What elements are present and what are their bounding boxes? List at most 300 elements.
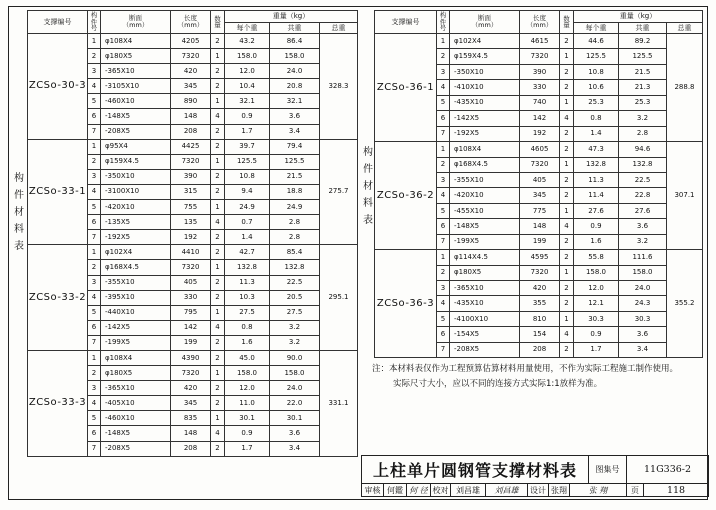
length-cell: 148 <box>171 426 211 441</box>
subtotal-weight-cell: 20.5 <box>270 290 320 305</box>
section-cell: -350X10 <box>450 64 520 79</box>
piece-no-cell: 7 <box>437 342 450 357</box>
table-row <box>375 142 703 157</box>
subtotal-weight-cell: 3.2 <box>619 111 667 126</box>
note-line-2: 实际尺寸大小，应以不同的连接方式实际1:1放样为准。 <box>393 379 603 389</box>
side-label-middle <box>361 144 375 229</box>
header-each: 每个重 <box>225 23 270 34</box>
section-cell: -350X10 <box>101 169 171 184</box>
each-weight-cell: 1.7 <box>225 124 270 139</box>
qty-cell: 1 <box>560 49 574 64</box>
qty-cell: 4 <box>560 111 574 126</box>
piece-no-cell: 2 <box>437 265 450 280</box>
section-cell: -455X10 <box>450 203 520 218</box>
piece-no-cell: 6 <box>88 215 101 230</box>
qty-cell: 2 <box>211 441 225 456</box>
each-weight-cell: 158.0 <box>574 265 619 280</box>
length-cell: 4615 <box>520 34 560 49</box>
subtotal-weight-cell: 2.8 <box>270 215 320 230</box>
piece-no-cell: 2 <box>88 49 101 64</box>
piece-no-cell: 2 <box>88 366 101 381</box>
header-total: 总重 <box>667 23 703 34</box>
subtotal-weight-cell: 3.2 <box>619 234 667 249</box>
section-cell: -420X10 <box>450 188 520 203</box>
header-length-label: 长度 <box>533 14 546 23</box>
subtotal-weight-cell: 3.6 <box>619 219 667 234</box>
length-cell: 148 <box>520 219 560 234</box>
subtotal-weight-cell: 3.6 <box>270 426 320 441</box>
piece-no-cell: 4 <box>88 79 101 94</box>
section-cell: -154X5 <box>450 327 520 342</box>
section-cell: -148X5 <box>101 109 171 124</box>
subtotal-weight-cell: 2.8 <box>619 126 667 141</box>
review-signature: 何 径 <box>407 484 431 497</box>
section-cell: φ114X4.5 <box>450 250 520 265</box>
qty-cell: 1 <box>560 265 574 280</box>
piece-no-cell: 6 <box>88 426 101 441</box>
section-cell: -142X5 <box>450 111 520 126</box>
piece-no-cell: 7 <box>88 124 101 139</box>
header-total: 总重 <box>320 23 358 34</box>
section-cell: -148X5 <box>101 426 171 441</box>
each-weight-cell: 1.4 <box>225 230 270 245</box>
qty-cell: 2 <box>211 34 225 49</box>
piece-no-cell: 5 <box>88 411 101 426</box>
design-name: 张翔 <box>549 484 570 497</box>
each-weight-cell: 0.8 <box>574 111 619 126</box>
length-cell: 345 <box>171 79 211 94</box>
each-weight-cell: 10.3 <box>225 290 270 305</box>
qty-cell: 2 <box>560 342 574 357</box>
table-row <box>375 250 703 265</box>
piece-no-cell: 6 <box>88 320 101 335</box>
section-cell: -3105X10 <box>101 79 171 94</box>
each-weight-cell: 1.6 <box>574 234 619 249</box>
section-cell: -365X10 <box>101 64 171 79</box>
header-length <box>171 11 211 34</box>
length-cell: 4205 <box>171 34 211 49</box>
each-weight-cell: 12.1 <box>574 296 619 311</box>
brace-tag: ZCSo-36-2 <box>375 142 437 250</box>
qty-cell: 1 <box>211 366 225 381</box>
header-section <box>101 11 171 34</box>
piece-no-cell: 7 <box>88 230 101 245</box>
section-cell: -460X10 <box>101 411 171 426</box>
piece-no-cell: 7 <box>88 441 101 456</box>
total-weight-cell: 288.8 <box>667 34 703 142</box>
each-weight-cell: 11.0 <box>225 396 270 411</box>
review-name: 何鑑 <box>384 484 407 497</box>
piece-no-cell: 5 <box>88 305 101 320</box>
qty-cell: 2 <box>560 188 574 203</box>
length-cell: 142 <box>171 320 211 335</box>
page-number: 118 <box>644 484 709 497</box>
subtotal-weight-cell: 132.8 <box>270 260 320 275</box>
qty-cell: 1 <box>560 95 574 110</box>
length-cell: 330 <box>171 290 211 305</box>
material-table-right <box>374 10 703 358</box>
piece-no-cell: 7 <box>88 335 101 350</box>
section-cell: φ102X4 <box>450 34 520 49</box>
length-cell: 420 <box>520 281 560 296</box>
length-cell: 835 <box>171 411 211 426</box>
length-cell: 7320 <box>171 154 211 169</box>
each-weight-cell: 9.4 <box>225 184 270 199</box>
sheet-title: 上柱单片圆钢管支撑材料表 <box>362 456 589 484</box>
length-cell: 775 <box>520 203 560 218</box>
subtotal-weight-cell: 22.8 <box>619 188 667 203</box>
length-cell: 148 <box>171 109 211 124</box>
section-cell: φ168X4.5 <box>450 157 520 172</box>
section-cell: φ95X4 <box>101 139 171 154</box>
qty-cell: 2 <box>211 230 225 245</box>
piece-no-cell: 7 <box>437 234 450 249</box>
subtotal-weight-cell: 3.4 <box>619 342 667 357</box>
section-cell: -4100X10 <box>450 311 520 326</box>
section-cell: -355X10 <box>450 172 520 187</box>
qty-cell: 4 <box>211 426 225 441</box>
each-weight-cell: 125.5 <box>225 154 270 169</box>
section-cell: -420X10 <box>101 200 171 215</box>
qty-cell: 2 <box>211 124 225 139</box>
header-section-unit: （mm） <box>122 21 149 29</box>
subtotal-weight-cell: 25.3 <box>619 95 667 110</box>
each-weight-cell: 30.3 <box>574 311 619 326</box>
qty-cell: 4 <box>560 219 574 234</box>
piece-no-cell: 3 <box>88 64 101 79</box>
length-cell: 192 <box>520 126 560 141</box>
length-cell: 154 <box>520 327 560 342</box>
length-cell: 7320 <box>520 265 560 280</box>
each-weight-cell: 10.6 <box>574 80 619 95</box>
each-weight-cell: 125.5 <box>574 49 619 64</box>
length-cell: 330 <box>520 80 560 95</box>
header-section-label: 断面 <box>478 14 491 23</box>
piece-no-cell: 6 <box>88 109 101 124</box>
side-label-text: 构 件 材 料 表 <box>14 173 24 252</box>
header-each: 每个重 <box>574 23 619 34</box>
length-cell: 390 <box>520 64 560 79</box>
piece-no-cell: 4 <box>437 188 450 203</box>
subtotal-weight-cell: 94.6 <box>619 142 667 157</box>
piece-no-cell: 3 <box>88 381 101 396</box>
subtotal-weight-cell: 3.2 <box>270 320 320 335</box>
each-weight-cell: 0.9 <box>225 109 270 124</box>
section-cell: -208X5 <box>450 342 520 357</box>
piece-no-cell: 2 <box>88 154 101 169</box>
each-weight-cell: 132.8 <box>225 260 270 275</box>
section-cell: -405X10 <box>101 396 171 411</box>
header-subtotal: 共重 <box>270 23 320 34</box>
subtotal-weight-cell: 3.4 <box>270 441 320 456</box>
side-label-left <box>12 170 26 255</box>
subtotal-weight-cell: 18.8 <box>270 184 320 199</box>
subtotal-weight-cell: 27.5 <box>270 305 320 320</box>
each-weight-cell: 43.2 <box>225 34 270 49</box>
each-weight-cell: 158.0 <box>225 49 270 64</box>
length-cell: 7320 <box>171 260 211 275</box>
each-weight-cell: 0.8 <box>225 320 270 335</box>
qty-cell: 2 <box>560 142 574 157</box>
section-cell: φ180X5 <box>101 49 171 64</box>
subtotal-weight-cell: 125.5 <box>270 154 320 169</box>
table-row <box>28 139 358 154</box>
length-cell: 390 <box>171 169 211 184</box>
qty-cell: 4 <box>211 320 225 335</box>
section-cell: -208X5 <box>101 441 171 456</box>
each-weight-cell: 158.0 <box>225 366 270 381</box>
brace-tag: ZCSo-33-1 <box>28 139 88 245</box>
section-cell: -355X10 <box>101 275 171 290</box>
length-cell: 4425 <box>171 139 211 154</box>
subtotal-weight-cell: 3.6 <box>619 327 667 342</box>
piece-no-cell: 4 <box>437 296 450 311</box>
subtotal-weight-cell: 158.0 <box>270 49 320 64</box>
qty-cell: 2 <box>211 245 225 260</box>
each-weight-cell: 1.6 <box>225 335 270 350</box>
header-length-label: 长度 <box>184 14 197 23</box>
qty-cell: 1 <box>211 200 225 215</box>
subtotal-weight-cell: 111.6 <box>619 250 667 265</box>
subtotal-weight-cell: 3.4 <box>270 124 320 139</box>
subtotal-weight-cell: 21.5 <box>270 169 320 184</box>
table-row <box>375 34 703 49</box>
piece-no-cell: 3 <box>437 281 450 296</box>
qty-cell: 1 <box>211 94 225 109</box>
section-cell: -440X10 <box>101 305 171 320</box>
subtotal-weight-cell: 24.9 <box>270 200 320 215</box>
piece-no-cell: 1 <box>88 245 101 260</box>
piece-no-cell: 5 <box>437 95 450 110</box>
each-weight-cell: 11.3 <box>574 172 619 187</box>
qty-cell: 2 <box>211 169 225 184</box>
piece-no-cell: 1 <box>88 139 101 154</box>
header-subtotal: 共重 <box>619 23 667 34</box>
each-weight-cell: 0.9 <box>225 426 270 441</box>
header-piece-no: 构 件 号 <box>88 11 101 34</box>
header-weight: 重量（kg） <box>574 11 703 23</box>
section-cell: -365X10 <box>450 281 520 296</box>
table-row <box>28 245 358 260</box>
qty-cell: 2 <box>211 335 225 350</box>
length-cell: 142 <box>520 111 560 126</box>
piece-no-cell: 2 <box>437 157 450 172</box>
subtotal-weight-cell: 79.4 <box>270 139 320 154</box>
qty-cell: 1 <box>211 260 225 275</box>
each-weight-cell: 0.9 <box>574 327 619 342</box>
section-cell: -192X5 <box>450 126 520 141</box>
length-cell: 345 <box>520 188 560 203</box>
brace-tag: ZCSo-30-3 <box>28 34 88 140</box>
brace-tag: ZCSo-36-3 <box>375 250 437 358</box>
total-weight-cell: 355.2 <box>667 250 703 358</box>
each-weight-cell: 0.7 <box>225 215 270 230</box>
section-cell: -395X10 <box>101 290 171 305</box>
header-length-unit: （mm） <box>177 21 204 29</box>
subtotal-weight-cell: 24.0 <box>270 64 320 79</box>
section-cell: -435X10 <box>450 95 520 110</box>
piece-no-cell: 1 <box>437 250 450 265</box>
length-cell: 192 <box>171 230 211 245</box>
each-weight-cell: 42.7 <box>225 245 270 260</box>
each-weight-cell: 132.8 <box>574 157 619 172</box>
length-cell: 7320 <box>520 157 560 172</box>
piece-no-cell: 2 <box>88 260 101 275</box>
section-cell: φ180X5 <box>101 366 171 381</box>
header-section <box>450 11 520 34</box>
qty-cell: 4 <box>560 327 574 342</box>
subtotal-weight-cell: 24.0 <box>619 281 667 296</box>
subtotal-weight-cell: 27.6 <box>619 203 667 218</box>
table-row <box>28 34 358 49</box>
design-signature: 张 翔 <box>570 484 627 497</box>
qty-cell: 2 <box>560 126 574 141</box>
length-cell: 420 <box>171 381 211 396</box>
brace-tag: ZCSo-36-1 <box>375 34 437 142</box>
piece-no-cell: 1 <box>437 142 450 157</box>
title-block <box>361 455 709 497</box>
each-weight-cell: 45.0 <box>225 350 270 365</box>
subtotal-weight-cell: 30.1 <box>270 411 320 426</box>
qty-cell: 2 <box>560 234 574 249</box>
length-cell: 199 <box>520 234 560 249</box>
qty-cell: 2 <box>560 250 574 265</box>
section-cell: φ108X4 <box>450 142 520 157</box>
section-cell: φ159X4.5 <box>101 154 171 169</box>
subtotal-weight-cell: 2.8 <box>270 230 320 245</box>
qty-cell: 1 <box>211 305 225 320</box>
section-cell: -148X5 <box>450 219 520 234</box>
subtotal-weight-cell: 24.0 <box>270 381 320 396</box>
section-cell: -199X5 <box>450 234 520 249</box>
note <box>372 362 702 392</box>
table-row <box>28 350 358 365</box>
each-weight-cell: 39.7 <box>225 139 270 154</box>
header-weight: 重量（kg） <box>225 11 358 23</box>
qty-cell: 2 <box>560 34 574 49</box>
length-cell: 355 <box>520 296 560 311</box>
section-cell: -435X10 <box>450 296 520 311</box>
check-label: 校对 <box>432 485 449 495</box>
qty-cell: 1 <box>211 411 225 426</box>
piece-no-cell: 4 <box>88 184 101 199</box>
total-weight-cell: 295.1 <box>320 245 358 351</box>
piece-no-cell: 3 <box>88 275 101 290</box>
subtotal-weight-cell: 125.5 <box>619 49 667 64</box>
section-cell: -365X10 <box>101 381 171 396</box>
length-cell: 405 <box>520 172 560 187</box>
atlas-number: 11G336-2 <box>627 456 709 484</box>
each-weight-cell: 1.7 <box>225 441 270 456</box>
page-label: 页 <box>627 484 644 497</box>
header-section-label: 断面 <box>129 14 142 23</box>
each-weight-cell: 24.9 <box>225 200 270 215</box>
qty-cell: 2 <box>560 64 574 79</box>
section-cell: -3100X10 <box>101 184 171 199</box>
piece-no-cell: 1 <box>88 350 101 365</box>
design-label: 设计 <box>528 484 549 497</box>
header-qty: 数 量 <box>560 11 574 34</box>
section-cell: φ159X4.5 <box>450 49 520 64</box>
piece-no-cell: 6 <box>437 327 450 342</box>
section-cell: φ168X4.5 <box>101 260 171 275</box>
length-cell: 315 <box>171 184 211 199</box>
qty-cell: 1 <box>560 157 574 172</box>
qty-cell: 2 <box>560 172 574 187</box>
each-weight-cell: 10.4 <box>225 79 270 94</box>
subtotal-weight-cell: 22.0 <box>270 396 320 411</box>
piece-no-cell: 3 <box>437 64 450 79</box>
piece-no-cell: 3 <box>437 172 450 187</box>
piece-no-cell: 3 <box>88 169 101 184</box>
header-tag: 支撑编号 <box>375 11 437 34</box>
subtotal-weight-cell: 90.0 <box>270 350 320 365</box>
each-weight-cell: 27.5 <box>225 305 270 320</box>
each-weight-cell: 12.0 <box>225 381 270 396</box>
length-cell: 4390 <box>171 350 211 365</box>
length-cell: 7320 <box>520 49 560 64</box>
section-cell: φ102X4 <box>101 245 171 260</box>
section-cell: -410X10 <box>450 80 520 95</box>
qty-cell: 2 <box>211 275 225 290</box>
section-cell: φ108X4 <box>101 350 171 365</box>
length-cell: 7320 <box>171 49 211 64</box>
subtotal-weight-cell: 30.3 <box>619 311 667 326</box>
qty-cell: 2 <box>560 281 574 296</box>
qty-cell: 2 <box>211 79 225 94</box>
total-weight-cell: 307.1 <box>667 142 703 250</box>
length-cell: 4605 <box>520 142 560 157</box>
brace-tag: ZCSo-33-3 <box>28 350 88 456</box>
header-qty: 数 量 <box>211 11 225 34</box>
atlas-number-label: 图集号 <box>589 456 627 484</box>
subtotal-weight-cell: 89.2 <box>619 34 667 49</box>
section-cell: -208X5 <box>101 124 171 139</box>
each-weight-cell: 47.3 <box>574 142 619 157</box>
length-cell: 208 <box>520 342 560 357</box>
subtotal-weight-cell: 132.8 <box>619 157 667 172</box>
each-weight-cell: 11.4 <box>574 188 619 203</box>
subtotal-weight-cell: 85.4 <box>270 245 320 260</box>
length-cell: 208 <box>171 441 211 456</box>
piece-no-cell: 5 <box>88 94 101 109</box>
qty-cell: 1 <box>560 203 574 218</box>
qty-cell: 2 <box>560 296 574 311</box>
section-cell: -199X5 <box>101 335 171 350</box>
subtotal-weight-cell: 158.0 <box>270 366 320 381</box>
check-name: 刘昌雄 <box>451 484 486 497</box>
section-cell: φ180X5 <box>450 265 520 280</box>
header-length-unit: （mm） <box>526 21 553 29</box>
piece-no-cell: 1 <box>88 34 101 49</box>
length-cell: 740 <box>520 95 560 110</box>
piece-no-cell: 4 <box>88 396 101 411</box>
length-cell: 199 <box>171 335 211 350</box>
length-cell: 755 <box>171 200 211 215</box>
each-weight-cell: 25.3 <box>574 95 619 110</box>
check-signature: 刘昌雄 <box>486 484 528 497</box>
qty-cell: 2 <box>211 64 225 79</box>
each-weight-cell: 10.8 <box>574 64 619 79</box>
length-cell: 135 <box>171 215 211 230</box>
piece-no-cell: 5 <box>437 311 450 326</box>
review-label: 审核 <box>362 484 384 497</box>
qty-cell: 2 <box>211 396 225 411</box>
qty-cell: 4 <box>211 215 225 230</box>
header-length <box>520 11 560 34</box>
piece-no-cell: 5 <box>437 203 450 218</box>
header-tag: 支撑编号 <box>28 11 88 34</box>
